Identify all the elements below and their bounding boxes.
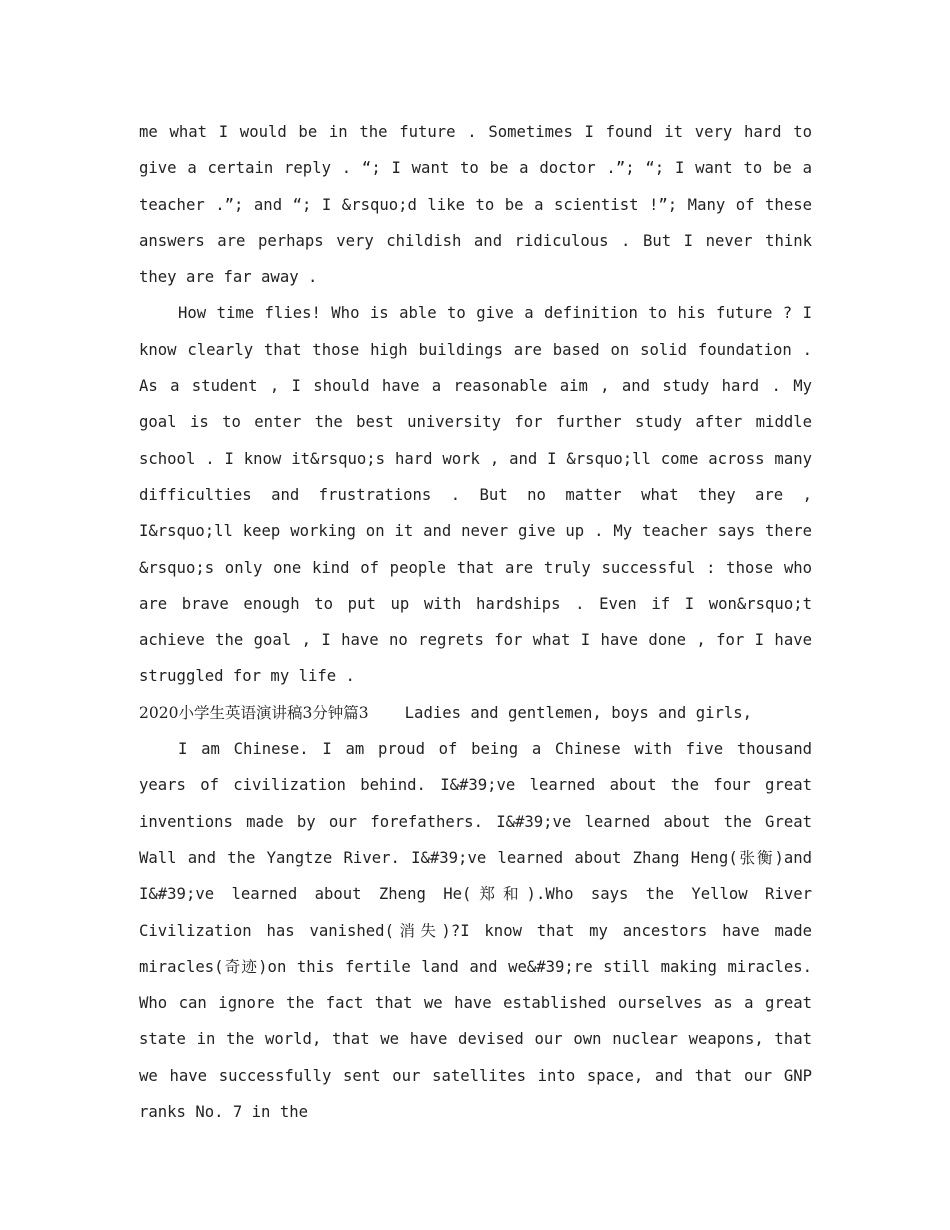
document-body — [139, 114, 812, 1130]
paragraph-future-answers: me what I would be in the future . Sometimes I found it very hard to give a certain reply . “; I want to be a doctor .”; “; I want to be a teacher .”; and “; I &rsquo;d like to be a scientist !”; Many of these answers are perhaps very childish and ridiculous . But I never think they are far away . — [139, 123, 812, 287]
section-opening: Ladies and gentlemen, boys and girls, — [404, 703, 753, 722]
paragraph-i-am-chinese: I am Chinese. I am proud of being a Chinese with five thousand years of civilization behind. I&#39;ve learned about the four great inventions made by our forefathers. I&#39;ve learned about the Great Wall and the Yangtze River. I&#39;ve learned about Zhang Heng(张衡)and I&#39;ve learned about Zheng He(郑和).Who says the Yellow River Civilization has vanished(消失)?I know that my ancestors have made miracles(奇迹)on this fertile land and we&#39;re still making miracles. Who can ignore the fact that we have established ourselves as a great state in the world, that we have devised our own nuclear weapons, that we have successfully sent our satellites into space, and that our GNP ranks No. 7 in the — [139, 740, 812, 1122]
section-heading-line — [139, 695, 812, 731]
paragraph-time-flies: How time flies! Who is able to give a definition to his future ? I know clearly that those high buildings are based on solid foundation . As a student , I should have a reasonable aim , and study hard . My goal is to enter the best university for further study after middle school . I know it&rsquo;s hard work , and I &rsquo;ll come across many difficulties and frustrations . But no matter what they are , I&rsquo;ll keep working on it and never give up . My teacher says there &rsquo;s only one kind of people that are truly successful : those who are brave enough to put up with hardships . Even if I won&rsquo;t achieve the goal , I have no regrets for what I have done , for I have struggled for my life . — [139, 304, 812, 686]
section-heading: 2020小学生英语演讲稿3分钟篇3 — [139, 703, 369, 722]
